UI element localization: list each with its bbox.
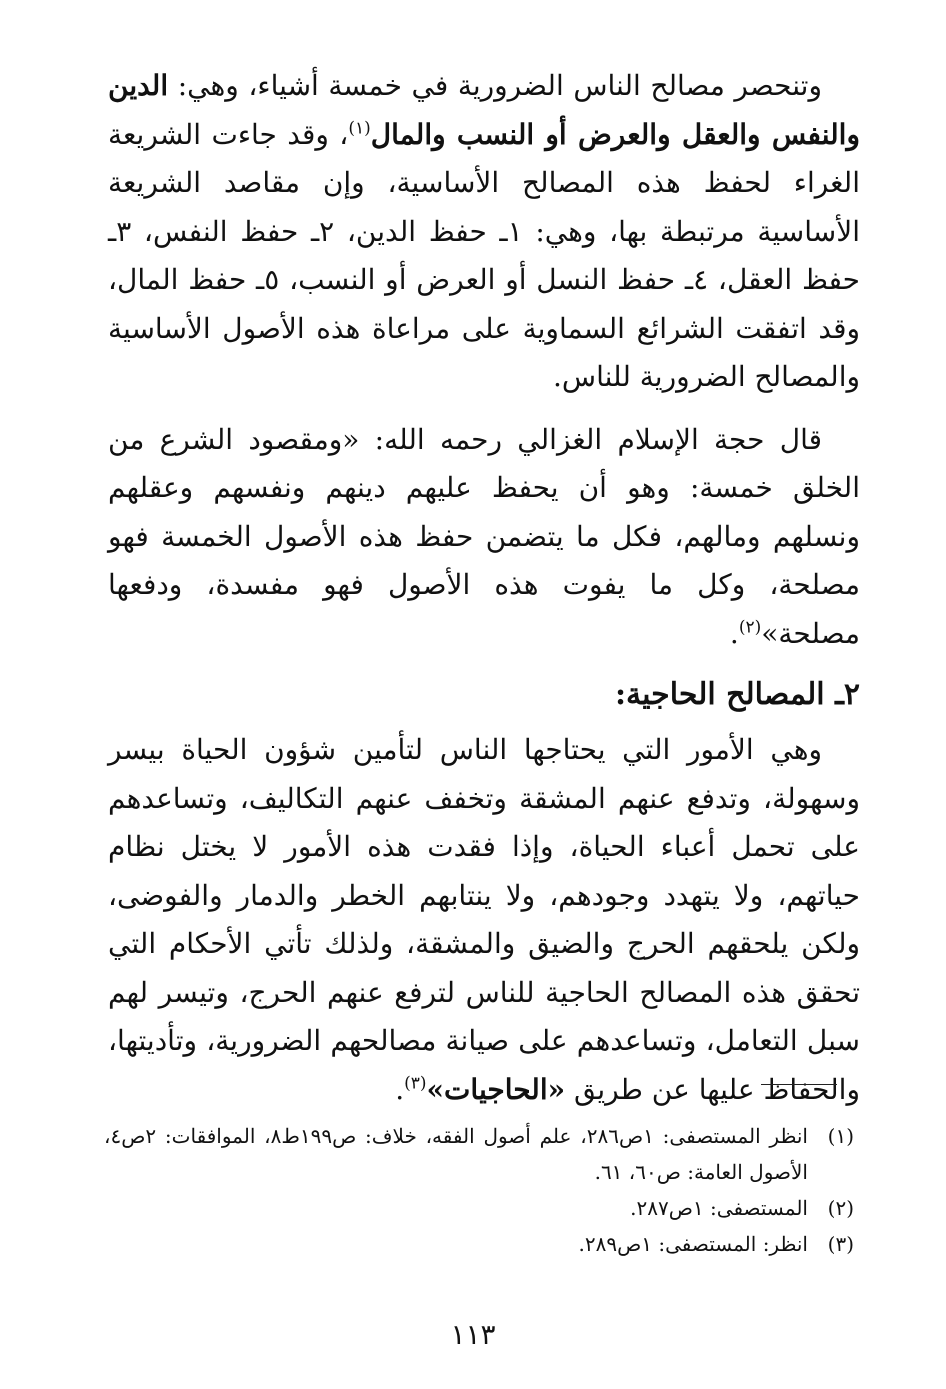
footnote-text: انظر: المستصفى: ١ص٢٨٩. — [578, 1232, 808, 1256]
footnotes — [104, 1118, 854, 1262]
footnote-number: (٣) — [827, 1232, 854, 1256]
footnote-1 — [104, 1118, 854, 1190]
para2-text: قال حجة الإسلام الغزالي رحمه الله: «ومقصود الشرع من الخلق خمسة: وهو أن يحفظ عليهم دينهم ونفسهم وعقلهم ونسلهم ومالهم، فكل ما يتضمن حفظ هذه الأصول الخمسة فهو مصلحة، وكل ما يفوت هذه الأصول فهو مفسدة، ودفعها مصلحة» — [108, 422, 860, 650]
para3-text: وهي الأمور التي يحتاجها الناس لتأمين شؤون الحياة بيسر وسهولة، وتدفع عنهم المشقة وتخفف عنهم التكاليف، وتساعدهم على تحمل أعباء الحياة، وإذا فقدت هذه الأمور لا يختل نظام حياتهم، ولا يتهدد وجودهم، ولا ينتابهم الخطر والدمار والفوضى، ولكن يلحقهم الحرج والضيق والمشقة، ولذلك تأتي الأحكام التي تحقق هذه المصالح الحاجية للناس لترفع عنهم الحرج، وتيسر لهم سبل التعامل، وتساعدهم على صيانة مصالحهم الضرورية، وتأديتها، والحفاظ عليها عن طريق — [108, 733, 861, 1106]
para3-bold-term: «الحاجيات» — [426, 1072, 566, 1106]
para2-end: . — [729, 616, 739, 650]
para3-end: . — [395, 1072, 405, 1106]
footnote-text: انظر المستصفى: ١ص٢٨٦، علم أصول الفقه، خلاف: ص١٩٩ط٨، الموافقات: ٢ص٤، الأصول العامة: ص٦٠، ٦١. — [104, 1124, 808, 1184]
paragraph-ghazali-quote — [108, 416, 860, 659]
para1-text-b: ، وقد جاءت الشريعة الغراء لحفظ هذه المصالح الأساسية، وإن مقاصد الشريعة الأساسية مرتبطة بها، وهي: ١ـ حفظ الدين، ٢ـ حفظ النفس، ٣ـ حفظ العقل، ٤ـ حفظ النسل أو العرض أو النسب، ٥ـ حفظ المال، وقد اتفقت الشرائع السماوية على مراعاة هذه الأصول الأساسية والمصالح الضرورية للناس. — [108, 117, 860, 393]
footnote-ref-1: (١) — [348, 118, 371, 139]
para1-bold-list: الدين والنفس والعقل والعرض أو النسب والمال — [108, 69, 860, 151]
para1-text-a: وتنحصر مصالح الناس الضرورية في خمسة أشياء، وهي: — [168, 69, 822, 102]
page-body — [108, 62, 860, 1114]
footnote-ref-3: (٣) — [404, 1073, 427, 1094]
paragraph-essential-interests — [108, 62, 860, 402]
footnote-2 — [104, 1190, 854, 1226]
section-heading: ٢ـ المصالح الحاجية: — [614, 677, 860, 712]
footnote-number: (٢) — [827, 1196, 854, 1220]
page-number: ١١٣ — [450, 1318, 496, 1351]
footnote-number: (١) — [827, 1124, 854, 1148]
footnote-separator — [761, 1084, 837, 1085]
footnote-ref-2: (٢) — [738, 617, 762, 638]
footnote-3 — [104, 1226, 854, 1262]
footnote-text: المستصفى: ١ص٢٨٧. — [630, 1196, 808, 1220]
paragraph-needs-interests — [108, 726, 860, 1114]
